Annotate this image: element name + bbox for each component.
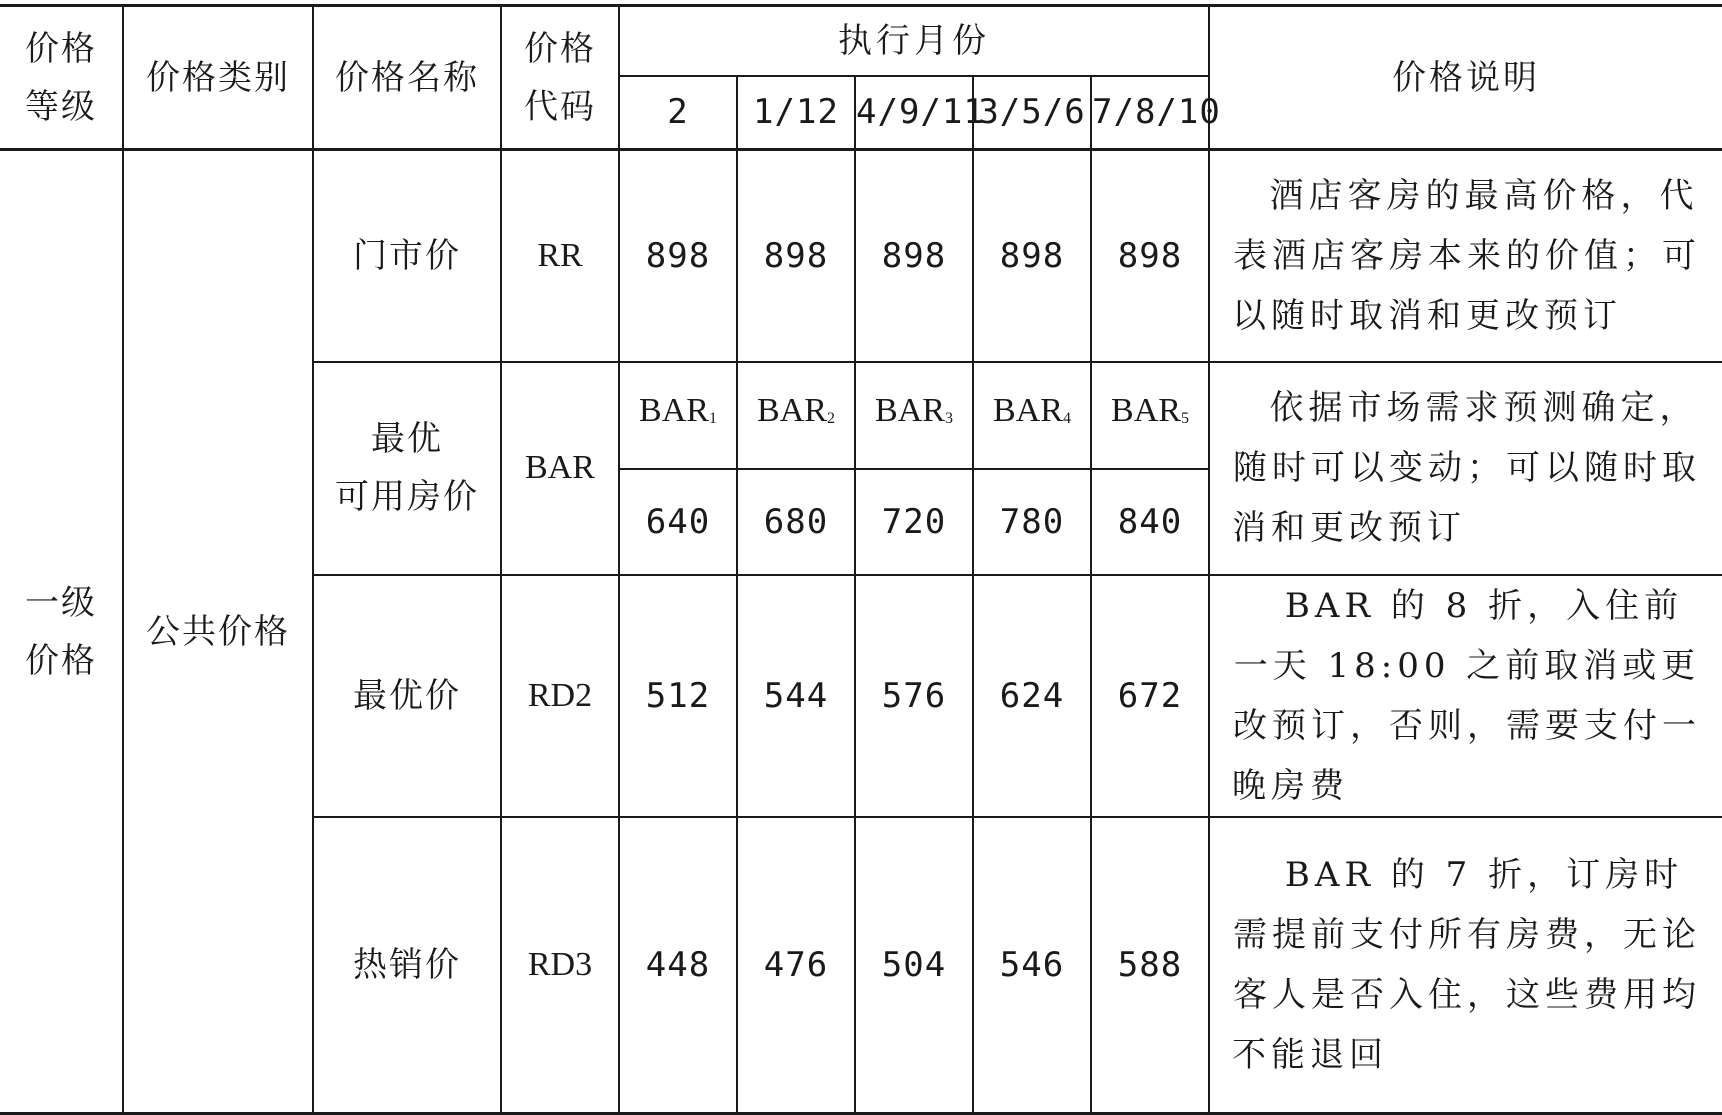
body-category: 公共价格 bbox=[123, 150, 313, 1114]
row-name: 热销价 bbox=[313, 817, 501, 1114]
bar-sub: 5 bbox=[1180, 410, 1189, 427]
header-grade bbox=[0, 6, 123, 150]
header-months-group: 执行月份 bbox=[619, 6, 1209, 76]
row-name-line1: 最优 bbox=[371, 419, 443, 459]
bar-base: BAR bbox=[993, 392, 1063, 429]
table-row-rr bbox=[0, 150, 1722, 362]
body-grade bbox=[0, 150, 123, 1114]
header-month-1: 2 bbox=[619, 76, 737, 150]
bar-level-1 bbox=[619, 362, 737, 469]
bar-sub: 2 bbox=[826, 410, 835, 427]
row-description-text: BAR 的 7 折，订房时需提前支付所有房费，无论客人是否入住，这些费用均不能退回 bbox=[1232, 854, 1702, 1075]
header-name: 价格名称 bbox=[313, 6, 501, 150]
bar-level-2 bbox=[737, 362, 855, 469]
row-description bbox=[1209, 575, 1722, 817]
row-name-line2: 可用房价 bbox=[335, 477, 479, 517]
bar-base: BAR bbox=[1111, 392, 1181, 429]
row-value: 672 bbox=[1091, 575, 1209, 817]
bar-base: BAR bbox=[875, 392, 945, 429]
row-description bbox=[1209, 150, 1722, 362]
row-value: 898 bbox=[737, 150, 855, 362]
row-value: 624 bbox=[973, 575, 1091, 817]
row-name: 门市价 bbox=[313, 150, 501, 362]
row-value: 576 bbox=[855, 575, 973, 817]
row-value: 898 bbox=[855, 150, 973, 362]
header-month-4: 3/5/6 bbox=[973, 76, 1091, 150]
row-value: 898 bbox=[973, 150, 1091, 362]
row-name: 最优价 bbox=[313, 575, 501, 817]
row-code: BAR bbox=[501, 362, 619, 575]
header-grade-line1: 价格 bbox=[25, 28, 97, 69]
row-value: 680 bbox=[737, 469, 855, 575]
row-code: RD2 bbox=[501, 575, 619, 817]
row-value: 476 bbox=[737, 817, 855, 1114]
bar-base: BAR bbox=[639, 392, 709, 429]
row-value: 448 bbox=[619, 817, 737, 1114]
bar-sub: 4 bbox=[1062, 410, 1071, 427]
header-description: 价格说明 bbox=[1209, 6, 1722, 150]
row-value: 640 bbox=[619, 469, 737, 575]
bar-level-5 bbox=[1091, 362, 1209, 469]
row-value: 898 bbox=[619, 150, 737, 362]
body-grade-line1: 一级 bbox=[25, 582, 97, 623]
row-value: 544 bbox=[737, 575, 855, 817]
row-value: 588 bbox=[1091, 817, 1209, 1114]
row-description bbox=[1209, 817, 1722, 1114]
row-value: 840 bbox=[1091, 469, 1209, 575]
bar-sub: 3 bbox=[944, 410, 953, 427]
row-value: 546 bbox=[973, 817, 1091, 1114]
header-row-1 bbox=[0, 6, 1722, 76]
row-description bbox=[1209, 362, 1722, 575]
row-value: 512 bbox=[619, 575, 737, 817]
row-value: 780 bbox=[973, 469, 1091, 575]
header-category: 价格类别 bbox=[123, 6, 313, 150]
bar-base: BAR bbox=[757, 392, 827, 429]
row-value: 720 bbox=[855, 469, 973, 575]
row-code: RR bbox=[501, 150, 619, 362]
header-month-5: 7/8/10 bbox=[1091, 76, 1209, 150]
bar-sub: 1 bbox=[708, 410, 717, 427]
row-value: 898 bbox=[1091, 150, 1209, 362]
row-description-text: 酒店客房的最高价格，代表酒店客房本来的价值；可以随时取消和更改预订 bbox=[1232, 175, 1702, 336]
header-month-2: 1/12 bbox=[737, 76, 855, 150]
bar-level-3 bbox=[855, 362, 973, 469]
header-code-line1: 价格 bbox=[524, 28, 596, 69]
row-description-text: BAR 的 8 折，入住前一天 18:00 之前取消或更改预订，否则，需要支付一晚房费 bbox=[1232, 585, 1702, 806]
row-code: RD3 bbox=[501, 817, 619, 1114]
row-description-text: 依据市场需求预测确定，随时可以变动；可以随时取消和更改预订 bbox=[1232, 388, 1702, 548]
row-name bbox=[313, 362, 501, 575]
header-month-3: 4/9/11 bbox=[855, 76, 973, 150]
header-code bbox=[501, 6, 619, 150]
header-code-line2: 代码 bbox=[524, 86, 596, 127]
header-grade-line2: 等级 bbox=[25, 86, 97, 127]
row-value: 504 bbox=[855, 817, 973, 1114]
bar-level-4 bbox=[973, 362, 1091, 469]
price-table bbox=[0, 4, 1722, 1115]
body-grade-line2: 价格 bbox=[25, 640, 97, 681]
